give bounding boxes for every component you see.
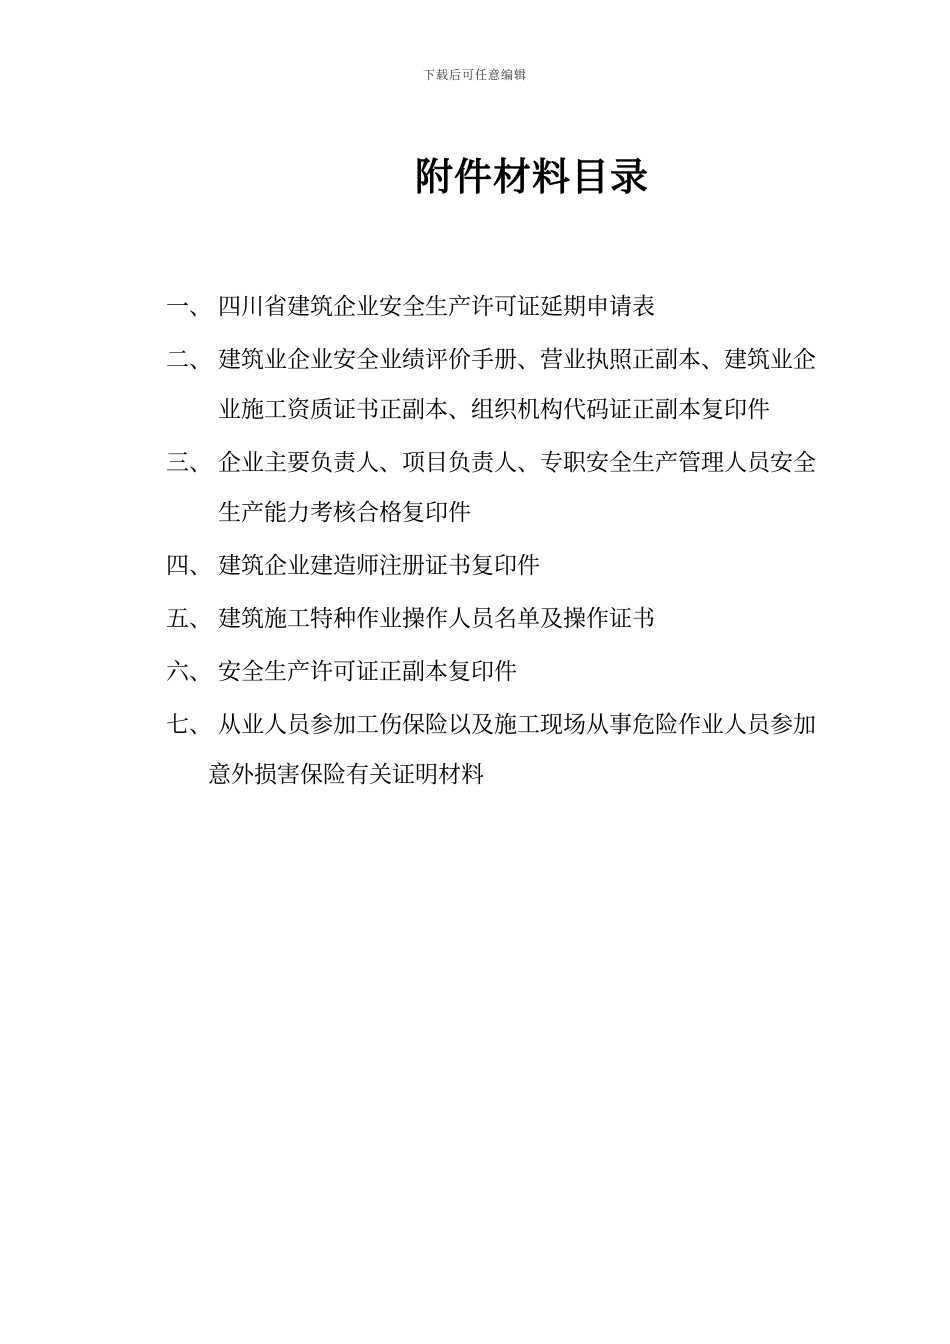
attachment-list <box>166 282 826 803</box>
item-text: 建筑企业建造师注册证书复印件 <box>218 553 540 579</box>
list-item-3 <box>166 438 826 538</box>
header-note: 下载后可任意编辑 <box>422 68 527 82</box>
item-number: 五、 <box>166 606 212 632</box>
item-text: 企业主要负责人、项目负责人、专职安全生产管理人员安全生产能力考核合格复印件 <box>218 450 816 526</box>
list-item-5 <box>166 594 826 644</box>
item-text: 建筑施工特种作业操作人员名单及操作证书 <box>218 606 655 632</box>
item-text: 安全生产许可证正副本复印件 <box>218 659 517 685</box>
item-number: 一、 <box>166 294 212 320</box>
list-item-2 <box>166 335 826 435</box>
item-number: 四、 <box>166 553 212 579</box>
list-item-4 <box>166 541 826 591</box>
list-item-1 <box>166 282 826 332</box>
item-number: 七、 <box>166 712 212 738</box>
item-number: 三、 <box>166 450 212 476</box>
item-text: 建筑业企业安全业绩评价手册、营业执照正副本、建筑业企业施工资质证书正副本、组织机构代码证正副本复印件 <box>218 347 816 423</box>
item-text: 四川省建筑企业安全生产许可证延期申请表 <box>218 294 655 320</box>
document-title: 附件材料目录 <box>414 155 649 199</box>
item-number: 二、 <box>166 347 212 373</box>
list-item-7 <box>166 700 826 800</box>
item-text: 从业人员参加工伤保险以及施工现场从事危险作业人员参加意外损害保险有关证明材料 <box>208 712 816 788</box>
item-number: 六、 <box>166 659 212 685</box>
list-item-6 <box>166 647 826 697</box>
